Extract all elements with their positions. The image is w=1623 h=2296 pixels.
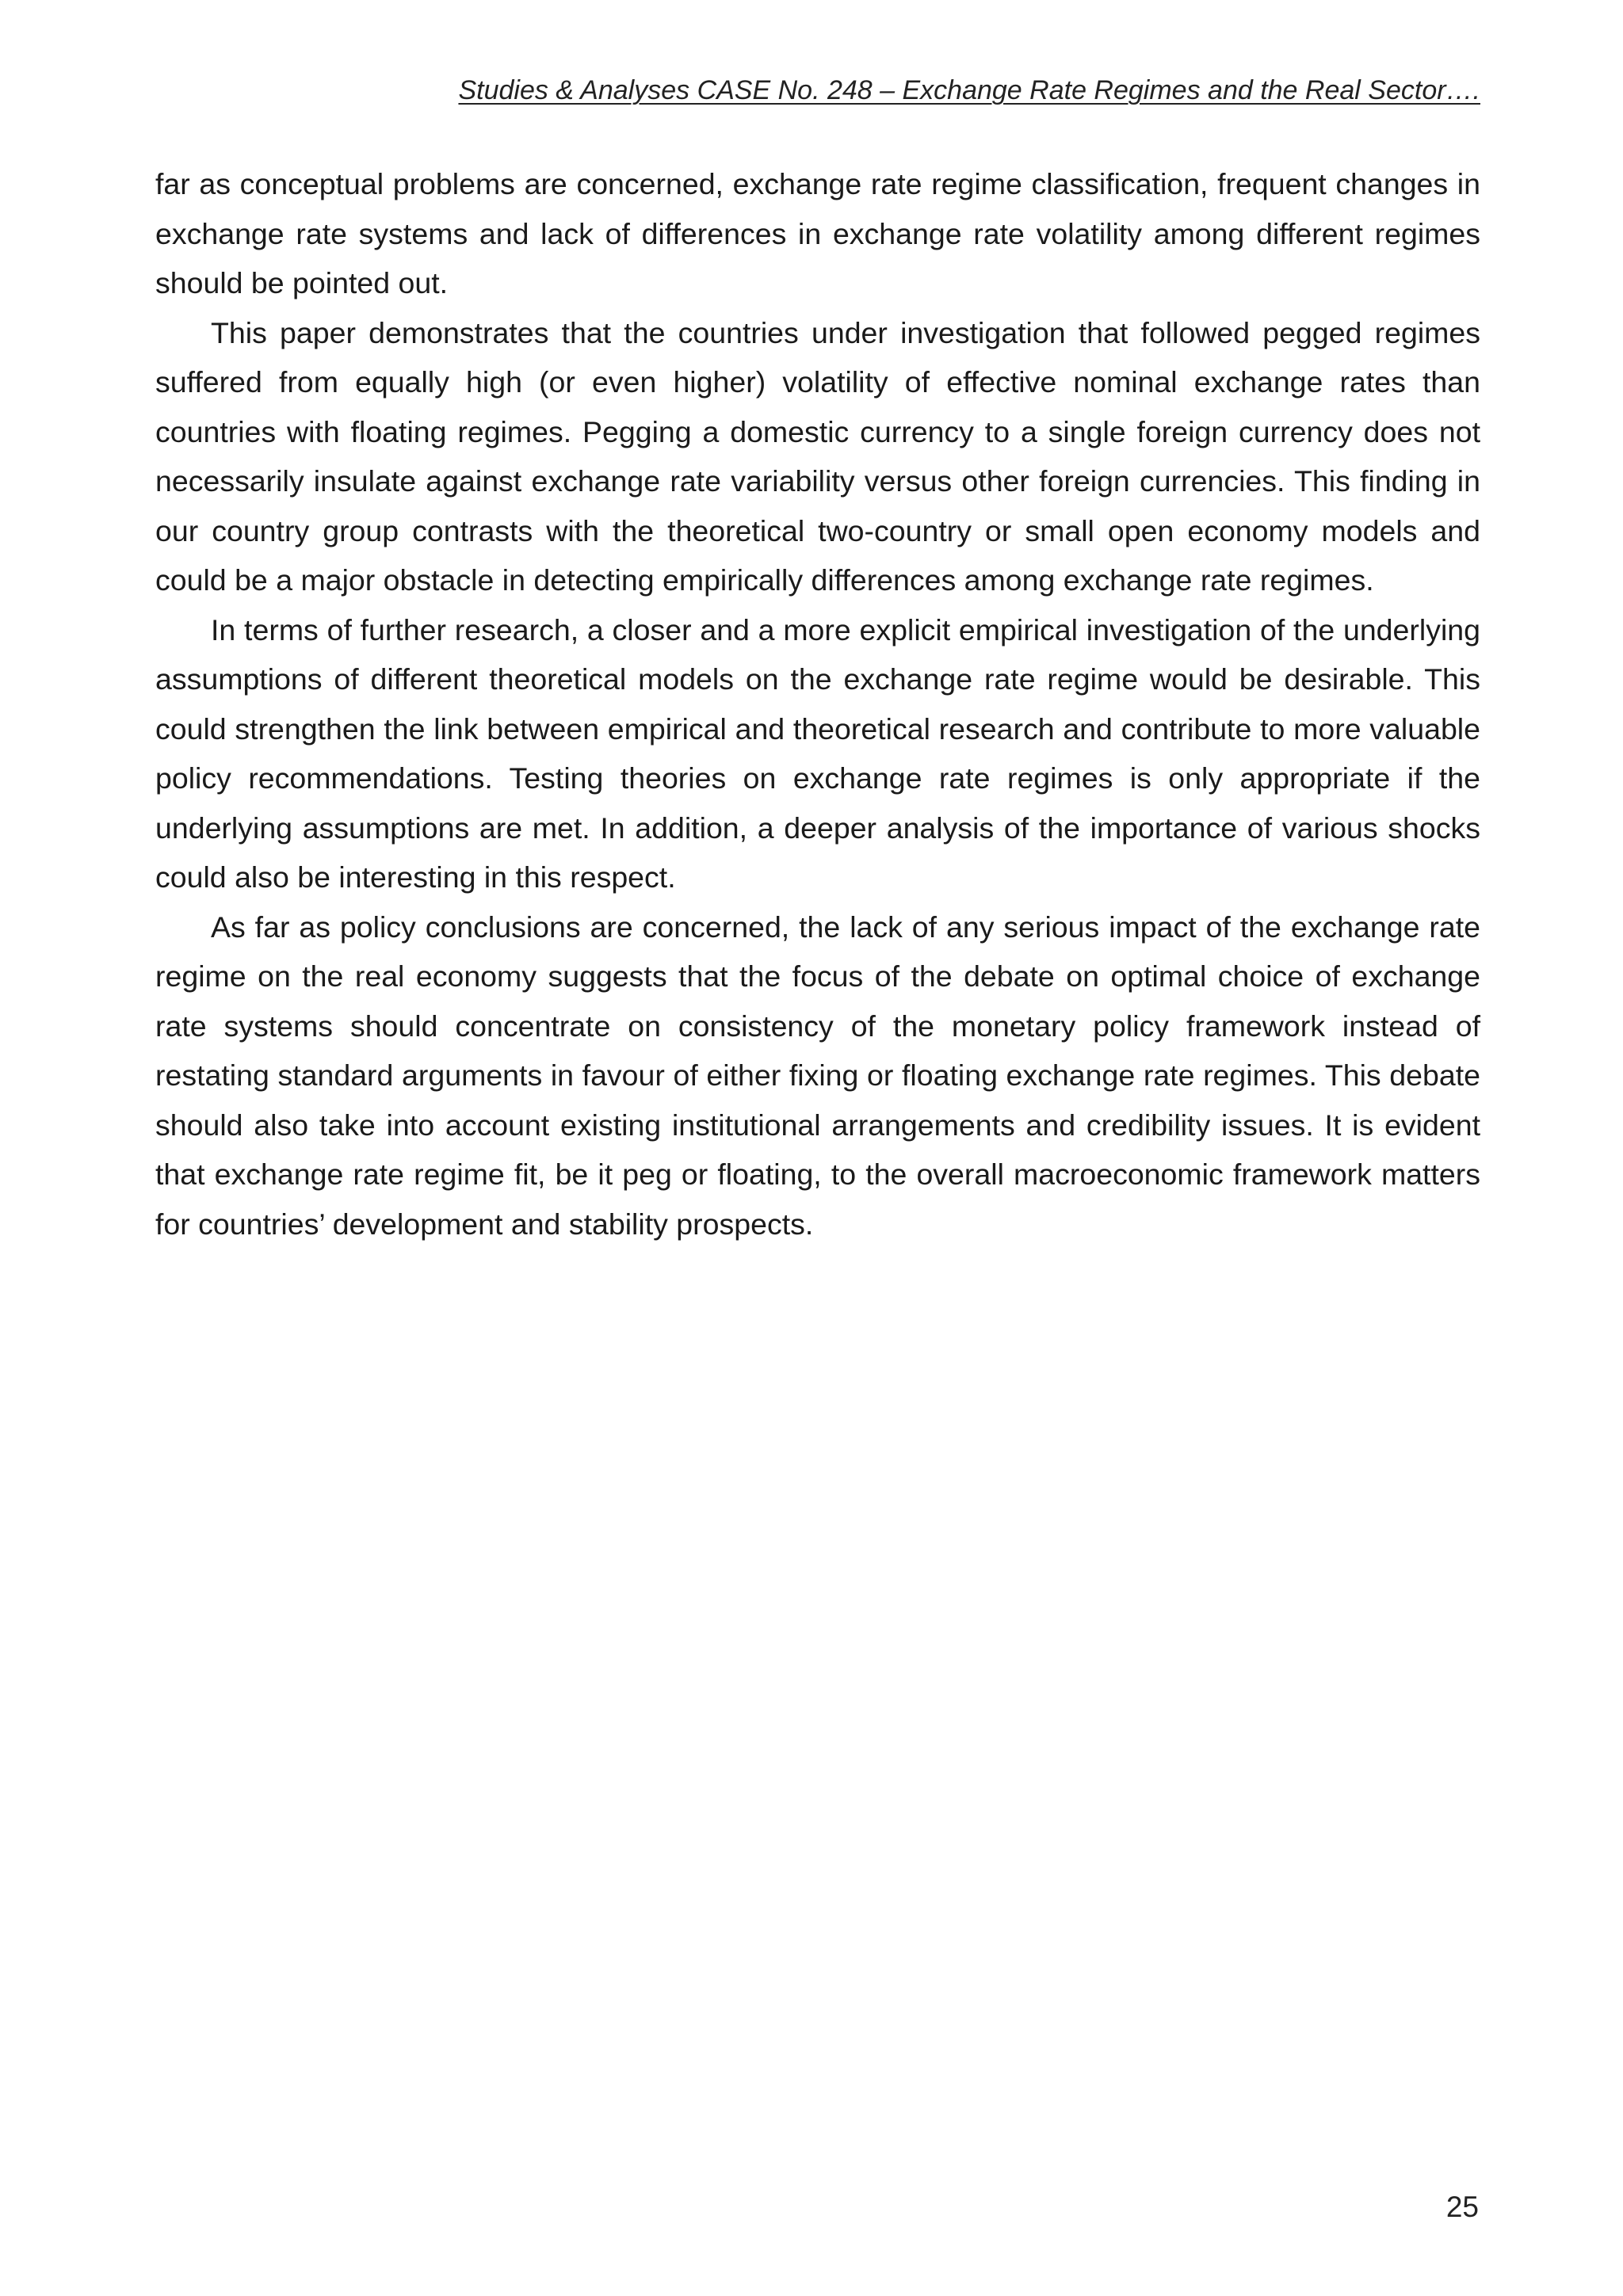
- page-number: 25: [1445, 2191, 1479, 2223]
- body-text: [155, 159, 1480, 1249]
- paragraph-volatility-finding: This paper demonstrates that the countries under investigation that followed pegged regimes suffered from equally high (or even higher) volatility of effective nominal exchange rates than countries with floating regimes. Pegging a domestic currency to a single foreign currency does not necessarily insulate against exchange rate variability versus other foreign currencies. This finding in our country group contrasts with the theoretical two-country or small open economy models and could be a major obstacle in detecting empirically differences among exchange rate regimes.: [155, 315, 1480, 597]
- running-header: Studies & Analyses CASE No. 248 – Exchange Rate Regimes and the Real Sector….: [458, 75, 1480, 105]
- paragraph-further-research: In terms of further research, a closer and a more explicit empirical investigation of the underlying assumptions of different theoretical models on the exchange rate regime would be desirable. This could strengthen the link between empirical and theoretical research and contribute to more valuable policy recommendations. Testing theories on exchange rate regimes is only appropriate if the underlying assumptions are met. In addition, a deeper analysis of the importance of various shocks could also be interesting in this respect.: [155, 612, 1480, 894]
- paragraph-continuation: far as conceptual problems are concerned, exchange rate regime classification, frequent changes in exchange rate systems and lack of differences in exchange rate volatility among different regimes should be pointed out.: [155, 167, 1480, 299]
- paragraph-policy-conclusions: As far as policy conclusions are concerned, the lack of any serious impact of the exchange rate regime on the real economy suggests that the focus of the debate on optimal choice of exchange rate systems should concentrate on consistency of the monetary policy framework instead of restating standard arguments in favour of either fixing or floating exchange rate regimes. This debate should also take into account existing institutional arrangements and credibility issues. It is evident that exchange rate regime fit, be it peg or floating, to the overall macroeconomic framework matters for countries’ development and stability prospects.: [155, 910, 1480, 1241]
